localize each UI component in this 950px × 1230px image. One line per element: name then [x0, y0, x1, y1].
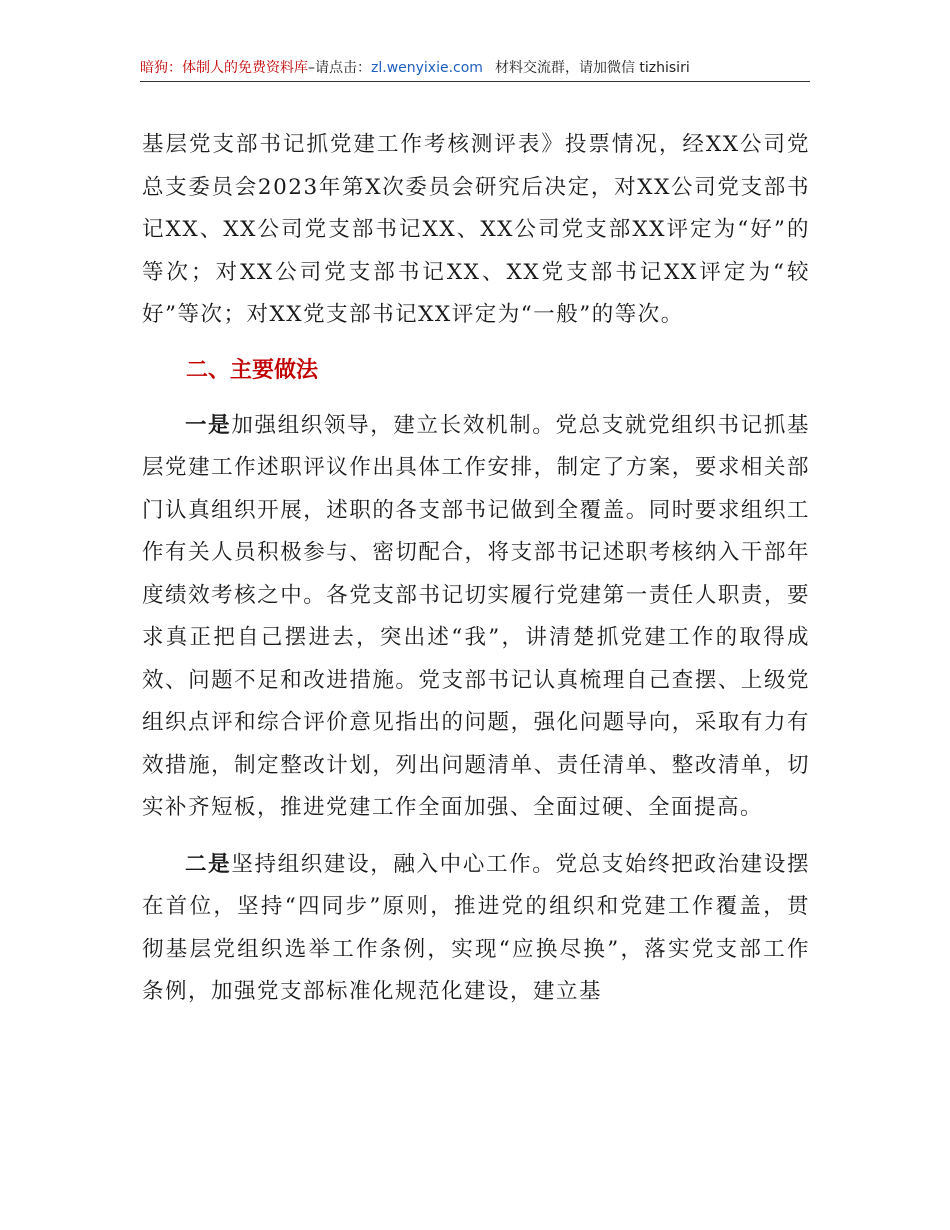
header-link[interactable]: zl.wenyixie.com	[371, 60, 483, 76]
intro-paragraph: 基层党支部书记抓党建工作考核测评表》投票情况，经XX公司党总支委员会2023年第X次委员会研究后决定，对XX公司党支部书记XX、XX公司党支部书记XX、XX公司党支部XX评定为“好”的等次；对XX公司党支部书记XX、XX党支部书记XX评定为“较好”等次；对XX党支部书记XX评定为“一般”的等次。	[142, 132, 810, 327]
paragraph-2-lead: 二是	[185, 851, 232, 877]
paragraph-1-lead: 一是	[185, 412, 232, 438]
header-divider	[140, 81, 810, 82]
paragraph-2-text: 坚持组织建设，融入中心工作。党总支始终把政治建设摆在首位，坚持“四同步”原则，推进党的组织和党建工作覆盖，贯彻基层党组织选举工作条例，实现“应换尽换”，落实党支部工作条例，加强党支部标准化规范化建设，建立基	[142, 851, 810, 1004]
paragraph-gap	[142, 830, 810, 844]
paragraph-1-text: 加强组织领导，建立长效机制。党总支就党组织书记抓基层党建工作述职评议作出具体工作安排，制定了方案，要求相关部门认真组织开展，述职的各支部书记做到全覆盖。同时要求组织工作有关人员积极参与、密切配合，将支部书记述职考核纳入干部年度绩效考核之中。各党支部书记切实履行党建第一责任人职责，要求真正把自己摆进去，突出述“我”，讲清楚抓党建工作的取得成效、问题不足和改进措施。党支部书记认真梳理自己查摆、上级党组织点评和综合评价意见指出的问题，强化问题导向，采取有力有效措施，制定整改计划，列出问题清单、责任清单、整改清单，切实补齐短板，推进党建工作全面加强、全面过硬、全面提高。	[142, 412, 810, 820]
page-header	[140, 58, 810, 80]
document-body	[142, 124, 810, 1014]
paragraph-2	[142, 844, 810, 1014]
header-contact-text: 材料交流群，请加微信 tizhisiri	[494, 60, 690, 76]
header-separator: –请点击：	[308, 60, 371, 76]
header-promo-text: 暗狗：体制人的免费资料库	[140, 60, 308, 76]
paragraph-1	[142, 405, 810, 830]
section-heading: 二、主要做法	[186, 357, 319, 383]
